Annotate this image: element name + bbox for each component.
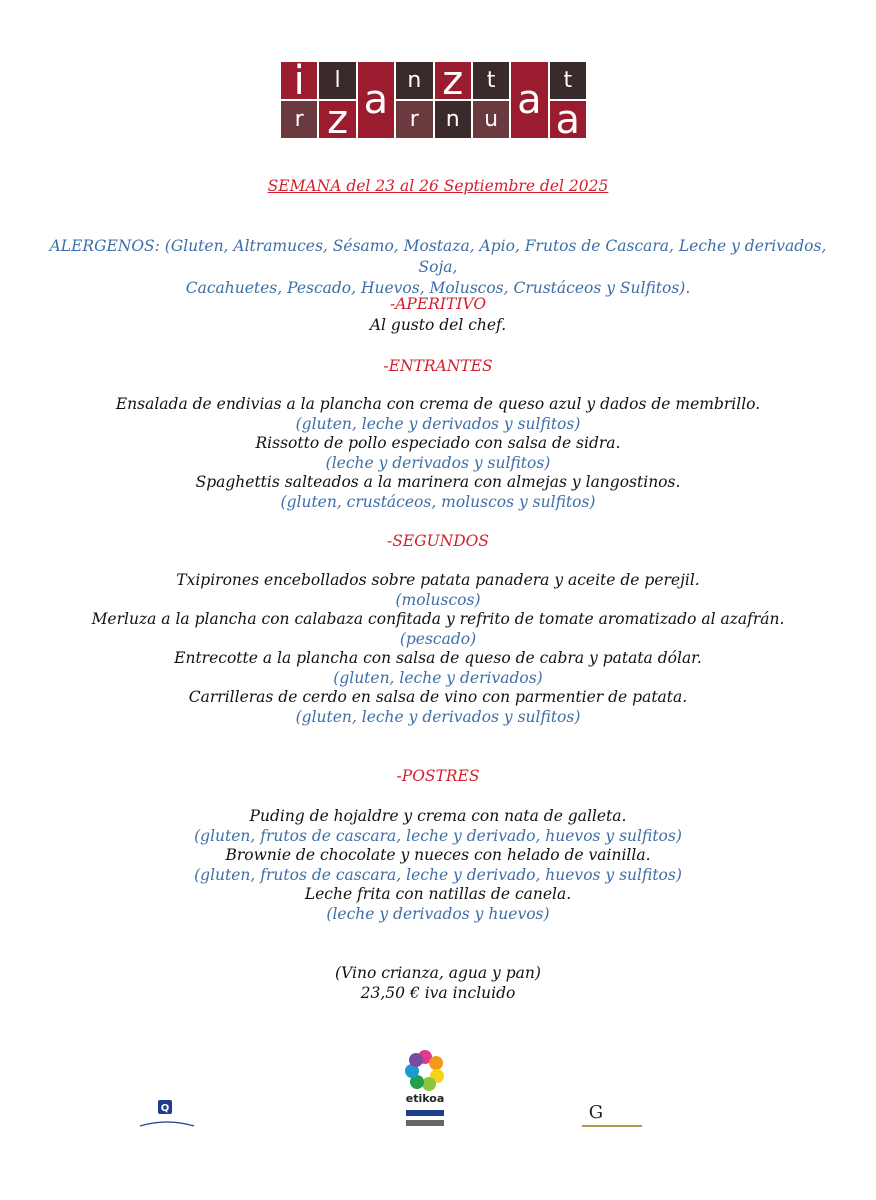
svg-text:Q: Q	[160, 1103, 170, 1114]
izarza-logo	[281, 62, 586, 138]
logo-tile: l	[319, 62, 355, 99]
dish-allergens: (gluten, leche y derivados)	[333, 669, 543, 687]
dish-allergens: (leche y derivados y huevos)	[326, 905, 550, 923]
svg-text:etikoa: etikoa	[405, 1092, 445, 1105]
logo-tile: t	[550, 62, 586, 99]
section-heading-entrantes: -ENTRANTES	[383, 357, 493, 375]
svg-text:G: G	[588, 1102, 604, 1123]
dish-allergens: (gluten, frutos de cascara, leche y derivado, huevos y sulfitos)	[194, 827, 682, 845]
logo-tile: z	[319, 101, 355, 138]
dish-name: Ensalada de endivias a la plancha con crema de queso azul y dados de membrillo.	[115, 395, 761, 413]
dish-allergens: (gluten, leche y derivados y sulfitos)	[295, 708, 581, 726]
dish-name: Spaghettis salteados a la marinera con almejas y langostinos.	[195, 473, 681, 491]
aperitivo-text: Al gusto del chef.	[369, 316, 507, 334]
dish-name: Txipirones encebollados sobre patata panadera y aceite de perejil.	[176, 571, 700, 589]
logo-tile: u	[473, 101, 509, 138]
section-heading-aperitivo: -APERITIVO	[389, 295, 487, 313]
dish-allergens: (gluten, leche y derivados y sulfitos)	[295, 415, 581, 433]
dish-allergens: (gluten, frutos de cascara, leche y derivado, huevos y sulfitos)	[194, 866, 682, 884]
g-logo	[576, 1096, 648, 1136]
allergen-legend-line: Cacahuetes, Pescado, Huevos, Moluscos, Crustáceos y Sulfitos).	[185, 279, 691, 297]
logo-tile: n	[396, 62, 432, 99]
dish-allergens: (gluten, crustáceos, moluscos y sulfitos)	[280, 493, 596, 511]
dish-name: Leche frita con natillas de canela.	[304, 885, 572, 903]
logo-tile: t	[473, 62, 509, 99]
logo-tile: n	[435, 101, 471, 138]
menu-includes: (Vino crianza, agua y pan)	[335, 964, 541, 982]
logo-tile: a	[511, 62, 547, 138]
dish-name: Entrecotte a la plancha con salsa de queso de cabra y patata dólar.	[174, 649, 702, 667]
dish-name: Puding de hojaldre y crema con nata de galleta.	[249, 807, 627, 825]
section-heading-postres: -POSTRES	[396, 767, 480, 785]
week-title: SEMANA del 23 al 26 Septiembre del 2025	[267, 177, 609, 195]
menu-price: 23,50 € iva incluido	[360, 984, 516, 1002]
dish-name: Carrilleras de cerdo en salsa de vino con parmentier de patata.	[188, 688, 688, 706]
section-heading-segundos: -SEGUNDOS	[387, 532, 489, 550]
logo-tile: r	[281, 101, 317, 138]
dish-allergens: (moluscos)	[395, 591, 481, 609]
logo-tile: z	[435, 62, 471, 99]
q-calidad-logo	[136, 1096, 198, 1136]
etikoa-logo	[396, 1040, 454, 1134]
dish-name: Merluza a la plancha con calabaza confitada y refrito de tomate aromatizado al azafrán.	[91, 610, 785, 628]
allergen-legend-line: ALERGENOS: (Gluten, Altramuces, Sésamo, Mostaza, Apio, Frutos de Cascara, Leche y derivados, Soja,	[49, 237, 827, 276]
logo-tile: r	[396, 101, 432, 138]
dish-allergens: (leche y derivados y sulfitos)	[325, 454, 551, 472]
logo-tile: a	[550, 101, 586, 138]
logo-tile: i	[281, 62, 317, 99]
logo-tile: a	[358, 62, 394, 138]
dish-name: Rissotto de pollo especiado con salsa de sidra.	[255, 434, 621, 452]
dish-allergens: (pescado)	[399, 630, 477, 648]
dish-name: Brownie de chocolate y nueces con helado de vainilla.	[225, 846, 651, 864]
allergen-legend	[40, 236, 836, 299]
